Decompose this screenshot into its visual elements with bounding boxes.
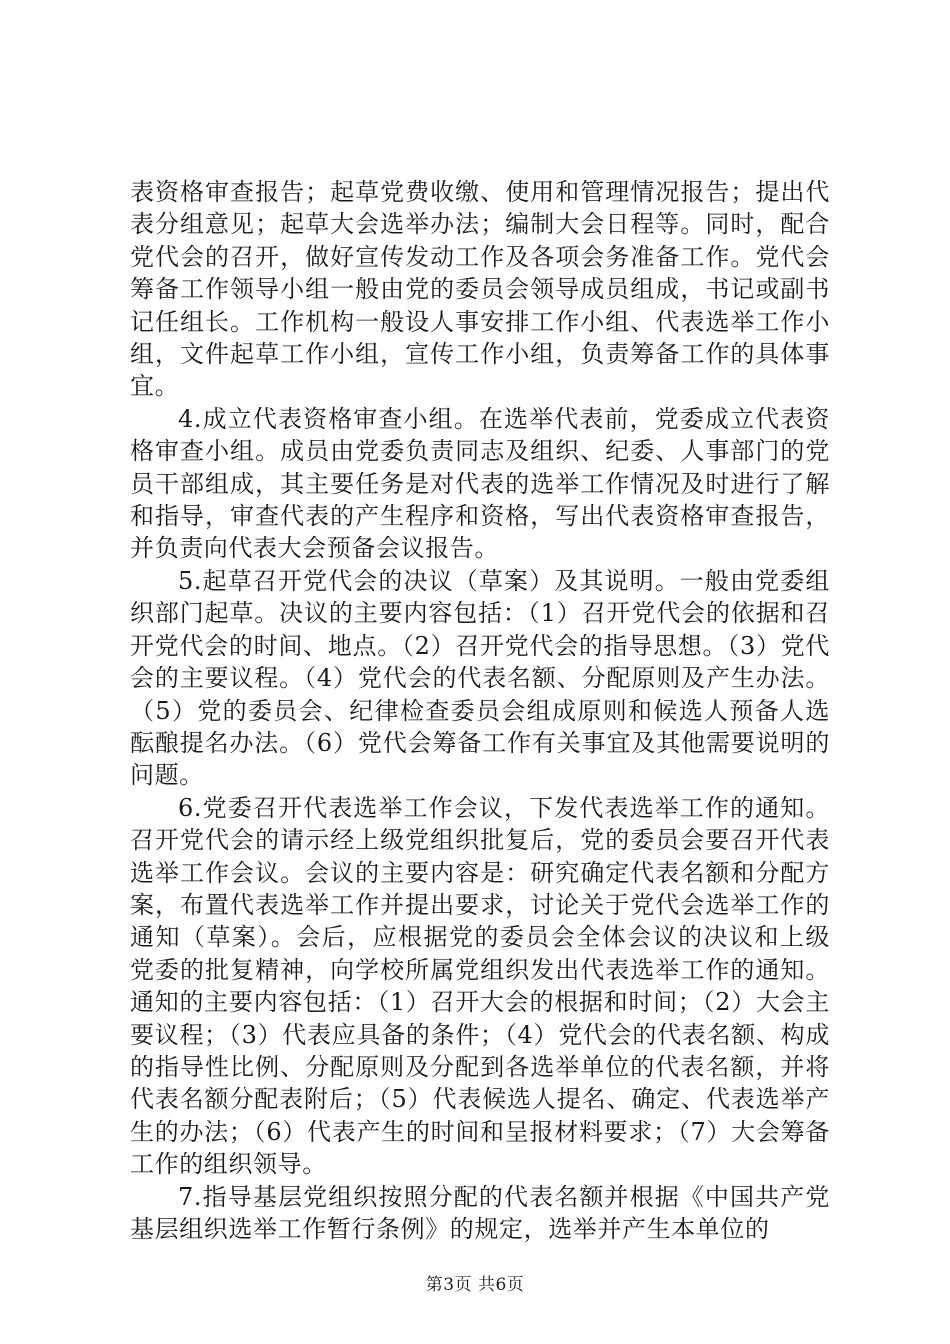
paragraph-item-5: 5.起草召开党代会的决议（草案）及其说明。一般由党委组织部门起草。决议的主要内容包括：（1）召开党代会的依据和召开党代会的时间、地点。（2）召开党代会的指导思想。（3）党代会的主要议程。（4）党代会的代表名额、分配原则及产生办法。（5）党的委员会、纪律检查委员会组成原则和候选人预备人选酝酿提名办法。（6）党代会筹备工作有关事宜及其他需要说明的问题。 — [130, 566, 830, 790]
document-body — [130, 176, 830, 1245]
paragraph-item-7: 7.指导基层党组织按照分配的代表名额并根据《中国共产党基层组织选举工作暂行条例》的规定，选举并产生本单位的 — [130, 1182, 830, 1243]
paragraph-continued: 表资格审查报告；起草党费收缴、使用和管理情况报告；提出代表分组意见；起草大会选举办法；编制大会日程等。同时，配合党代会的召开，做好宣传发动工作及各项会务准备工作。党代会筹备工作领导小组一般由党的委员会领导成员组成，书记或副书记任组长。工作机构一般设人事安排工作小组、代表选举工作小组，文件起草工作小组，宣传工作小组，负责筹备工作的具体事宜。 — [130, 178, 830, 401]
paragraph-item-6: 6.党委召开代表选举工作会议，下发代表选举工作的通知。召开党代会的请示经上级党组织批复后，党的委员会要召开代表选举工作会议。会议的主要内容是：研究确定代表名额和分配方案，布置代表选举工作并提出要求，讨论关于党代会选举工作的通知（草案）。会后，应根据党的委员会全体会议的决议和上级党委的批复精神，向学校所属党组织发出代表选举工作的通知。通知的主要内容包括：（1）召开大会的根据和时间；（2）大会主要议程；（3）代表应具备的条件；（4）党代会的代表名额、构成的指导性比例、分配原则及分配到各选举单位的代表名额，并将代表名额分配表附后；（5）代表候选人提名、确定、代表选举产生的办法；（6）代表产生的时间和呈报材料要求；（7）大会筹备工作的组织领导。 — [130, 793, 830, 1179]
page-footer: 第3页 共6页 — [425, 1275, 525, 1295]
paragraph-item-4: 4.成立代表资格审查小组。在选举代表前，党委成立代表资格审查小组。成员由党委负责同志及组织、纪委、人事部门的党员干部组成，其主要任务是对代表的选举工作情况及时进行了解和指导，审查代表的产生程序和资格，写出代表资格审查报告，并负责向代表大会预备会议报告。 — [130, 404, 830, 563]
